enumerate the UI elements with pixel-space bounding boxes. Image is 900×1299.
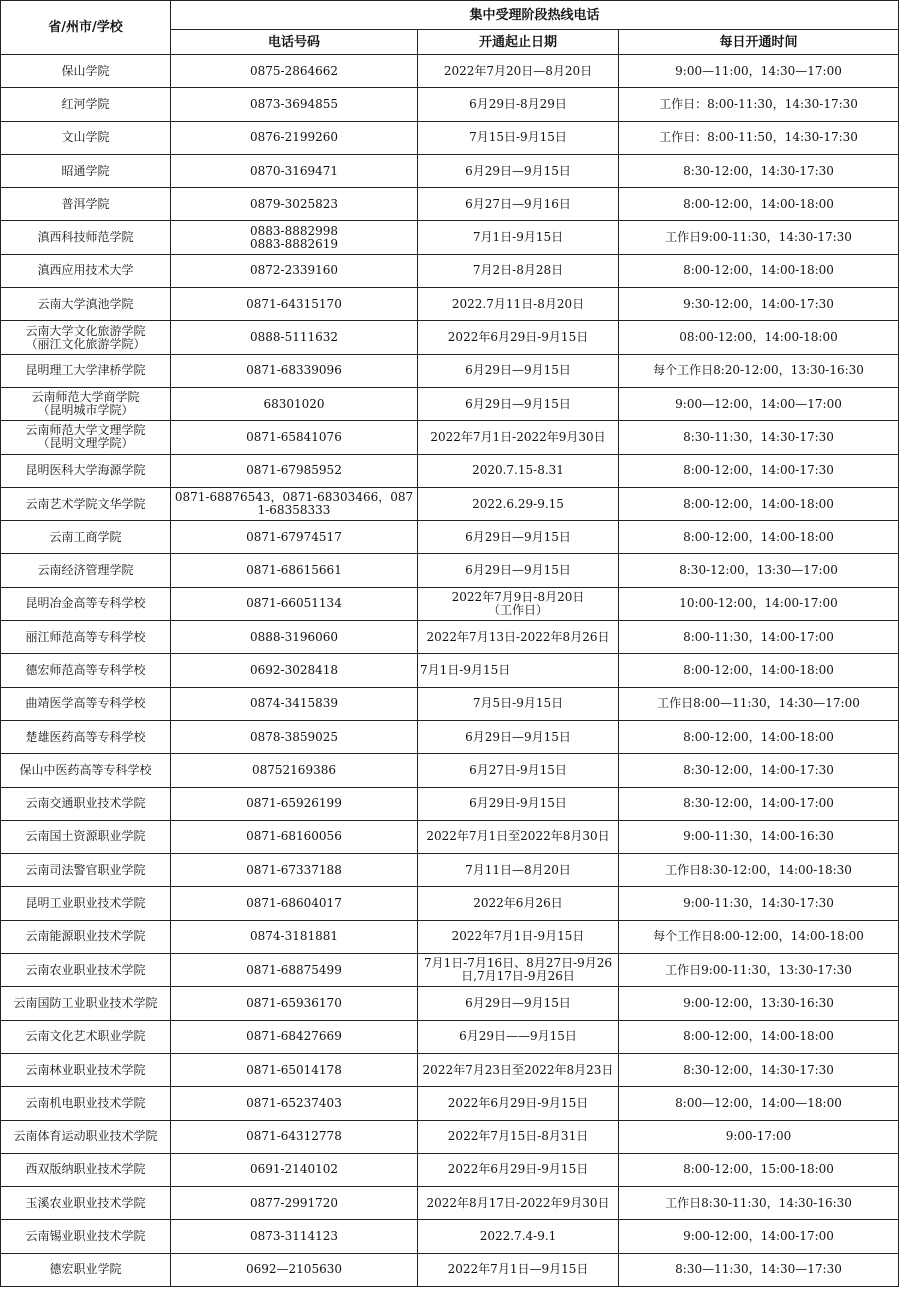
phone-cell: 0874-3181881: [171, 920, 418, 953]
phone-cell: 0871-68615661: [171, 554, 418, 587]
table-row: [1, 887, 899, 920]
header-region: 省/州市/学校: [1, 1, 171, 55]
phone-cell: 0871-68427669: [171, 1020, 418, 1053]
table-row: [1, 1053, 899, 1086]
hours-cell: 10:00-12:00，14:00-17:00: [619, 587, 899, 620]
dates-cell: 7月15日-9月15日: [418, 121, 619, 154]
table-row: [1, 387, 899, 420]
hours-cell: 8:00-12:00，14:00-18:00: [619, 188, 899, 221]
school-cell: 昆明医科大学海源学院: [1, 454, 171, 487]
school-cell: 云南国防工业职业技术学院: [1, 987, 171, 1020]
hours-cell: 08:00-12:00，14:00-18:00: [619, 321, 899, 354]
hours-cell: 8:00-12:00，14:00-17:30: [619, 454, 899, 487]
school-cell: 云南国土资源职业学院: [1, 820, 171, 853]
table-row: [1, 621, 899, 654]
dates-cell: 6月29日—9月15日: [418, 987, 619, 1020]
table-row: [1, 421, 899, 454]
phone-cell: 0871-67985952: [171, 454, 418, 487]
school-cell: 云南工商学院: [1, 521, 171, 554]
phone-cell: 0872-2339160: [171, 254, 418, 287]
school-cell: 云南交通职业技术学院: [1, 787, 171, 820]
hours-cell: 工作日8:00—11:30，14:30—17:00: [619, 687, 899, 720]
hours-cell: 9:00-17:00: [619, 1120, 899, 1153]
school-cell: 昆明冶金高等专科学校: [1, 587, 171, 620]
dates-cell: 2022年6月29日-9月15日: [418, 1087, 619, 1120]
table-row: [1, 188, 899, 221]
table-row: [1, 1253, 899, 1286]
dates-cell: 2022年7月20日—8月20日: [418, 55, 619, 88]
table-row: [1, 254, 899, 287]
phone-cell: 0879-3025823: [171, 188, 418, 221]
phone-cell: 0691-2140102: [171, 1153, 418, 1186]
school-cell: 云南能源职业技术学院: [1, 920, 171, 953]
hours-cell: 8:00-11:30，14:00-17:00: [619, 621, 899, 654]
table-row: [1, 354, 899, 387]
phone-cell: 0873-3114123: [171, 1220, 418, 1253]
school-cell: 云南艺术学院文华学院: [1, 487, 171, 520]
hours-cell: 8:30-12:00，14:30-17:30: [619, 1053, 899, 1086]
dates-cell: 2022年7月1日-2022年9月30日: [418, 421, 619, 454]
header-dates: 开通起止日期: [418, 30, 619, 55]
phone-cell: 0871-65014178: [171, 1053, 418, 1086]
table-row: [1, 521, 899, 554]
school-cell: 楚雄医药高等专科学校: [1, 720, 171, 753]
phone-cell: 0888-3196060: [171, 621, 418, 654]
school-cell: 云南经济管理学院: [1, 554, 171, 587]
header-hours: 每日开通时间: [619, 30, 899, 55]
table-row: [1, 88, 899, 121]
school-cell: 昆明理工大学津桥学院: [1, 354, 171, 387]
header-phone: 电话号码: [171, 30, 418, 55]
dates-cell: 6月27日—9月16日: [418, 188, 619, 221]
hours-cell: 9:00—11:00，14:30—17:00: [619, 55, 899, 88]
hours-cell: 8:00—12:00，14:00—18:00: [619, 1087, 899, 1120]
school-cell: 云南司法警官职业学院: [1, 854, 171, 887]
phone-cell: 0883-8882998 0883-8882619: [171, 221, 418, 254]
dates-cell: 6月29日-9月15日: [418, 787, 619, 820]
school-cell: 滇西应用技术大学: [1, 254, 171, 287]
dates-cell: 2022.7.4-9.1: [418, 1220, 619, 1253]
table-row: [1, 221, 899, 254]
dates-cell: 7月1日-9月15日: [418, 221, 619, 254]
dates-cell: 2022年7月1日-9月15日: [418, 920, 619, 953]
school-cell: 云南大学文化旅游学院 （丽江文化旅游学院）: [1, 321, 171, 354]
table-row: [1, 787, 899, 820]
school-cell: 德宏职业学院: [1, 1253, 171, 1286]
dates-cell: 2022年7月15日-8月31日: [418, 1120, 619, 1153]
hours-cell: 每个工作日8:20-12:00，13:30-16:30: [619, 354, 899, 387]
table-row: [1, 820, 899, 853]
school-cell: 云南锡业职业技术学院: [1, 1220, 171, 1253]
dates-cell: 6月29日-8月29日: [418, 88, 619, 121]
dates-cell: 6月27日-9月15日: [418, 754, 619, 787]
table-header: [1, 1, 899, 55]
school-cell: 云南文化艺术职业学院: [1, 1020, 171, 1053]
hours-cell: 8:00-12:00，14:00-18:00: [619, 254, 899, 287]
phone-cell: 0871-68160056: [171, 820, 418, 853]
hours-cell: 8:30-12:00，13:30—17:00: [619, 554, 899, 587]
phone-cell: 0878-3859025: [171, 720, 418, 753]
phone-cell: 0876-2199260: [171, 121, 418, 154]
table-row: [1, 720, 899, 753]
table-row: [1, 854, 899, 887]
phone-cell: 0871-64312778: [171, 1120, 418, 1153]
phone-cell: 0692—2105630: [171, 1253, 418, 1286]
hours-cell: 每个工作日8:00-12:00，14:00-18:00: [619, 920, 899, 953]
dates-cell: 2022.6.29-9.15: [418, 487, 619, 520]
hours-cell: 工作日8:30-12:00，14:00-18:30: [619, 854, 899, 887]
table-body: [1, 55, 899, 1287]
school-cell: 玉溪农业职业技术学院: [1, 1187, 171, 1220]
hours-cell: 8:00-12:00，14:00-18:00: [619, 654, 899, 687]
table-row: [1, 587, 899, 620]
school-cell: 滇西科技师范学院: [1, 221, 171, 254]
hours-cell: 8:30-12:00，14:00-17:30: [619, 754, 899, 787]
phone-cell: 68301020: [171, 387, 418, 420]
phone-cell: 0871-65936170: [171, 987, 418, 1020]
table-row: [1, 1220, 899, 1253]
school-cell: 德宏师范高等专科学校: [1, 654, 171, 687]
dates-cell: 6月29日—9月15日: [418, 387, 619, 420]
hours-cell: 9:00—12:00，14:00—17:00: [619, 387, 899, 420]
school-cell: 云南大学滇池学院: [1, 288, 171, 321]
table-row: [1, 920, 899, 953]
hours-cell: 9:00-11:30，14:00-16:30: [619, 820, 899, 853]
table-row: [1, 554, 899, 587]
table-row: [1, 321, 899, 354]
school-cell: 保山中医药高等专科学校: [1, 754, 171, 787]
phone-cell: 0871-65841076: [171, 421, 418, 454]
table-row: [1, 1187, 899, 1220]
hours-cell: 工作日9:00-11:30，14:30-17:30: [619, 221, 899, 254]
dates-cell: 2022年7月13日-2022年8月26日: [418, 621, 619, 654]
hours-cell: 8:30-11:30，14:30-17:30: [619, 421, 899, 454]
school-cell: 曲靖医学高等专科学校: [1, 687, 171, 720]
dates-cell: 2022年6月29日-9月15日: [418, 321, 619, 354]
school-cell: 普洱学院: [1, 188, 171, 221]
dates-cell: 2022年7月1日至2022年8月30日: [418, 820, 619, 853]
hours-cell: 8:00-12:00，15:00-18:00: [619, 1153, 899, 1186]
phone-cell: 0888-5111632: [171, 321, 418, 354]
dates-cell: 7月1日-9月15日: [418, 654, 619, 687]
school-cell: 昭通学院: [1, 154, 171, 187]
dates-cell: 6月29日—9月15日: [418, 554, 619, 587]
phone-cell: 0871-67337188: [171, 854, 418, 887]
table-row: [1, 754, 899, 787]
dates-cell: 2022.7月11日-8月20日: [418, 288, 619, 321]
table-row: [1, 654, 899, 687]
hours-cell: 8:00-12:00，14:00-18:00: [619, 521, 899, 554]
hours-cell: 8:30-12:00，14:30-17:30: [619, 154, 899, 187]
table-row: [1, 55, 899, 88]
school-cell: 云南师范大学文理学院 （昆明文理学院）: [1, 421, 171, 454]
table-row: [1, 954, 899, 987]
dates-cell: 7月1日-7月16日、8月27日-9月26日,7月17日-9月26日: [418, 954, 619, 987]
dates-cell: 2022年8月17日-2022年9月30日: [418, 1187, 619, 1220]
phone-cell: 0871-66051134: [171, 587, 418, 620]
school-cell: 西双版纳职业技术学院: [1, 1153, 171, 1186]
table-row: [1, 687, 899, 720]
phone-cell: 0877-2991720: [171, 1187, 418, 1220]
hours-cell: 8:00-12:00，14:00-18:00: [619, 720, 899, 753]
phone-cell: 0873-3694855: [171, 88, 418, 121]
school-cell: 云南体育运动职业技术学院: [1, 1120, 171, 1153]
hours-cell: 工作日：8:00-11:30，14:30-17:30: [619, 88, 899, 121]
hours-cell: 工作日9:00-11:30，13:30-17:30: [619, 954, 899, 987]
school-cell: 云南师范大学商学院 （昆明城市学院）: [1, 387, 171, 420]
dates-cell: 7月11日—8月20日: [418, 854, 619, 887]
dates-cell: 7月2日-8月28日: [418, 254, 619, 287]
dates-cell: 2022年6月26日: [418, 887, 619, 920]
school-cell: 云南林业职业技术学院: [1, 1053, 171, 1086]
hours-cell: 9:00-12:00，13:30-16:30: [619, 987, 899, 1020]
table-row: [1, 1087, 899, 1120]
dates-cell: 2022年7月23日至2022年8月23日: [418, 1053, 619, 1086]
phone-cell: 0871-67974517: [171, 521, 418, 554]
dates-cell: 6月29日—9月15日: [418, 720, 619, 753]
table-row: [1, 987, 899, 1020]
table-row: [1, 1020, 899, 1053]
dates-cell: 6月29日—9月15日: [418, 354, 619, 387]
hours-cell: 工作日：8:00-11:50，14:30-17:30: [619, 121, 899, 154]
school-cell: 云南机电职业技术学院: [1, 1087, 171, 1120]
phone-cell: 0874-3415839: [171, 687, 418, 720]
dates-cell: 2022年7月9日-8月20日 （工作日）: [418, 587, 619, 620]
phone-cell: 08752169386: [171, 754, 418, 787]
hours-cell: 工作日8:30-11:30，14:30-16:30: [619, 1187, 899, 1220]
table-row: [1, 1120, 899, 1153]
phone-cell: 0875-2864662: [171, 55, 418, 88]
table-row: [1, 487, 899, 520]
school-cell: 丽江师范高等专科学校: [1, 621, 171, 654]
table-row: [1, 454, 899, 487]
phone-cell: 0870-3169471: [171, 154, 418, 187]
phone-cell: 0871-68604017: [171, 887, 418, 920]
school-cell: 昆明工业职业技术学院: [1, 887, 171, 920]
phone-cell: 0692-3028418: [171, 654, 418, 687]
dates-cell: 2022年6月29日-9月15日: [418, 1153, 619, 1186]
table-row: [1, 121, 899, 154]
phone-cell: 0871-65237403: [171, 1087, 418, 1120]
hours-cell: 9:00-12:00，14:00-17:00: [619, 1220, 899, 1253]
school-cell: 保山学院: [1, 55, 171, 88]
school-cell: 文山学院: [1, 121, 171, 154]
dates-cell: 2020.7.15-8.31: [418, 454, 619, 487]
hours-cell: 8:00-12:00，14:00-18:00: [619, 1020, 899, 1053]
table-row: [1, 1153, 899, 1186]
hours-cell: 8:00-12:00，14:00-18:00: [619, 487, 899, 520]
school-cell: 红河学院: [1, 88, 171, 121]
dates-cell: 2022年7月1日—9月15日: [418, 1253, 619, 1286]
phone-cell: 0871-68875499: [171, 954, 418, 987]
dates-cell: 6月29日—9月15日: [418, 521, 619, 554]
hours-cell: 9:00-11:30，14:30-17:30: [619, 887, 899, 920]
school-cell: 云南农业职业技术学院: [1, 954, 171, 987]
dates-cell: 7月5日-9月15日: [418, 687, 619, 720]
phone-cell: 0871-65926199: [171, 787, 418, 820]
phone-cell: 0871-68339096: [171, 354, 418, 387]
dates-cell: 6月29日——9月15日: [418, 1020, 619, 1053]
hours-cell: 8:30-12:00，14:00-17:00: [619, 787, 899, 820]
hours-cell: 9:30-12:00，14:00-17:30: [619, 288, 899, 321]
dates-cell: 6月29日—9月15日: [418, 154, 619, 187]
header-group-title: 集中受理阶段热线电话: [171, 1, 899, 30]
table-row: [1, 288, 899, 321]
phone-cell: 0871-64315170: [171, 288, 418, 321]
phone-cell: 0871-68876543，0871-68303466，0871-68358333: [171, 487, 418, 520]
table-row: [1, 154, 899, 187]
hours-cell: 8:30—11:30，14:30—17:30: [619, 1253, 899, 1286]
